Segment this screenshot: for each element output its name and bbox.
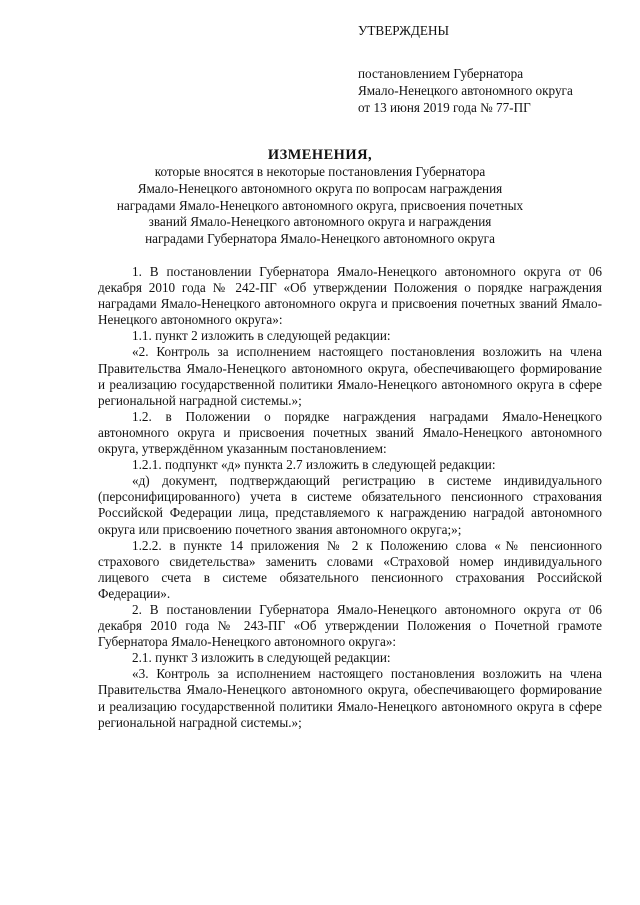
document-body [98,264,602,731]
body-paragraph: «д) документ, подтверждающий регистрацию в системе индивидуального (персонифицированного) учета в системе обязательного пенсионного страхования Российской Федерации лица, представляемого к награждению наградой автономного округа или присвоению почетного звания автономного округа;»; [98,473,602,537]
body-paragraph: 1.1. пункт 2 изложить в следующей редакции: [132,328,391,344]
heading-subline: наградами Ямало-Ненецкого автономного округа, присвоения почетных [116,197,524,213]
body-paragraph: 1.2.2. в пункте 14 приложения № 2 к Положению слова «№ пенсионного страхового свидетельства» заменить словами «Страховой номер индивидуального лицевого счета в системе обязательного пенсионного страхования Российской Федерации». [98,537,602,601]
heading-subline: которые вносятся в некоторые постановления Губернатора [154,164,486,179]
body-paragraph: 2.1. пункт 3 изложить в следующей редакции: [132,650,391,666]
body-paragraph: «3. Контроль за исполнением настоящего постановления возложить на члена Правительства Ямало-Ненецкого автономного округа, обеспечивающего формирование и реализацию государственной политики Ямало-Ненецкого автономного округа в сфере региональной наградной системы.»; [98,666,602,730]
approval-line: Ямало-Ненецкого автономного округа [358,83,573,98]
document-heading [90,147,550,248]
document-title: ИЗМЕНЕНИЯ, [267,147,373,163]
heading-subline: званий Ямало-Ненецкого автономного округа и награждения [148,214,492,230]
approval-stamp: УТВЕРЖДЕНЫ [358,23,450,38]
body-paragraph: 1. В постановлении Губернатора Ямало-Ненецкого автономного округа от 06 декабря 2010 года № 242-ПГ «Об утверждении Положения о порядке награждения наградами Ямало-Ненецкого автономного округа и присвоения почетных званий Ямало-Ненецкого автономного округа»: [98,264,602,328]
heading-subline: наградами Губернатора Ямало-Ненецкого автономного округа [145,231,495,247]
approval-block [358,22,573,116]
approval-line: постановлением Губернатора [358,66,524,81]
approval-line: от 13 июня 2019 года № 77-ПГ [358,100,531,115]
body-paragraph: 2. В постановлении Губернатора Ямало-Ненецкого автономного округа от 06 декабря 2010 года № 243-ПГ «Об утверждении Положения о Почетной грамоте Губернатора Ямало-Ненецкого автономного округа»: [98,601,602,650]
heading-subline: Ямало-Ненецкого автономного округа по вопросам награждения [137,180,503,196]
body-paragraph: 1.2. в Положении о порядке награждения наградами Ямало-Ненецкого автономного округа и присвоения почетных званий Ямало-Ненецкого автономного округа, утверждённом указанным постановлением: [98,408,602,457]
body-paragraph: 1.2.1. подпункт «д» пункта 2.7 изложить в следующей редакции: [132,457,496,473]
body-paragraph: «2. Контроль за исполнением настоящего постановления возложить на члена Правительства Ямало-Ненецкого автономного округа, обеспечивающего формирование и реализацию государственной политики Ямало-Ненецкого автономного округа в сфере региональной наградной системы.»; [98,344,602,408]
